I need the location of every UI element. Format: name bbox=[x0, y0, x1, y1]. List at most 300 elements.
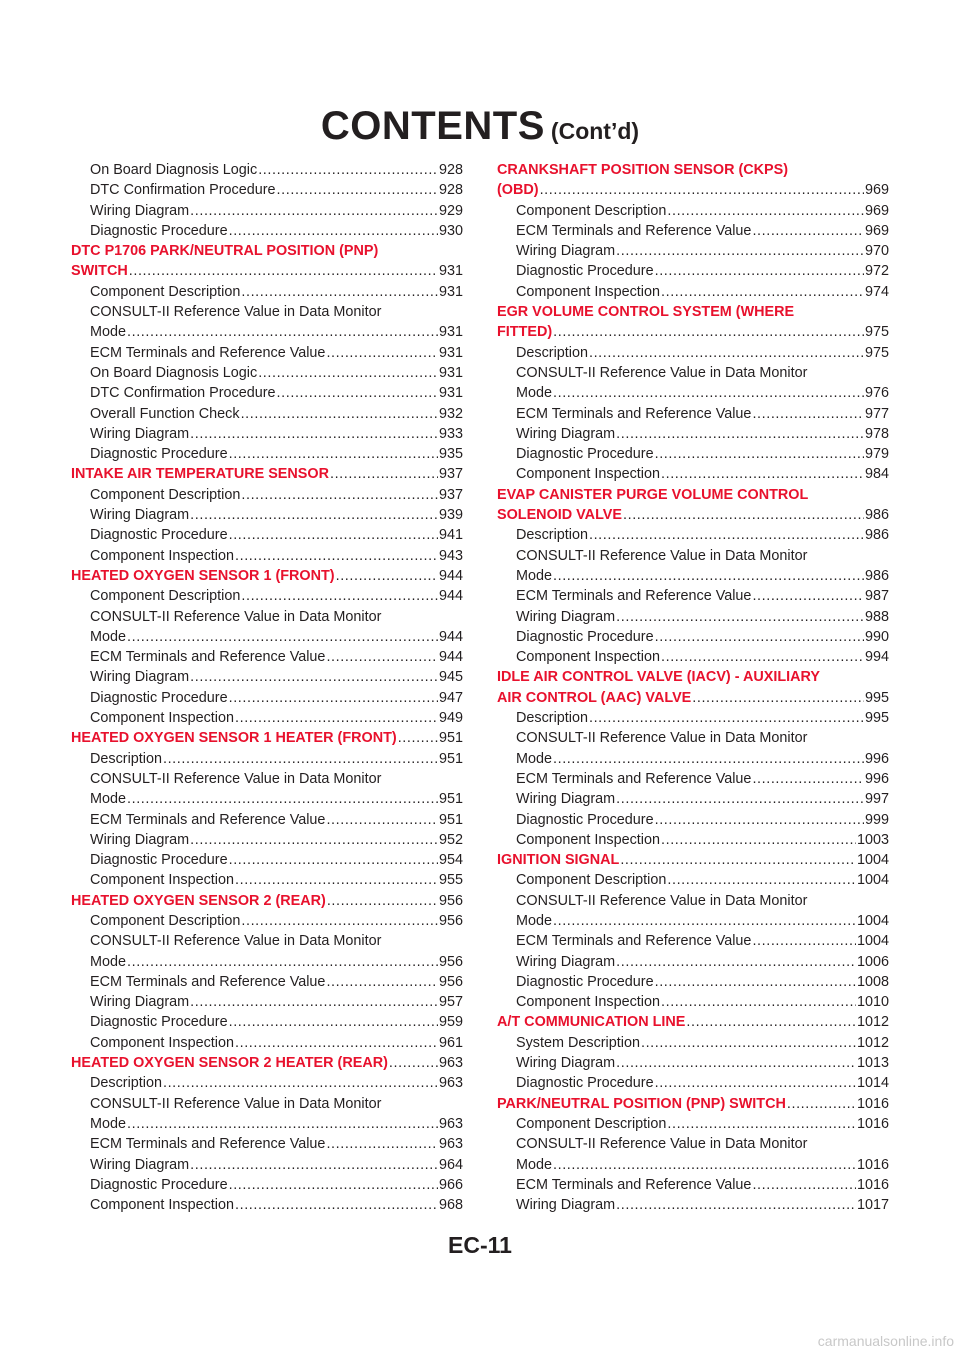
dot-leader bbox=[553, 322, 864, 342]
dot-leader bbox=[163, 1073, 438, 1093]
toc-entry-title: Description bbox=[90, 1075, 162, 1092]
toc-entry[interactable] bbox=[497, 343, 889, 363]
dot-leader bbox=[752, 404, 864, 424]
toc-section-entry[interactable] bbox=[71, 891, 463, 911]
toc-section-entry[interactable] bbox=[497, 1094, 889, 1114]
toc-entry[interactable] bbox=[497, 1114, 889, 1134]
toc-entry[interactable] bbox=[71, 769, 463, 789]
toc-entry[interactable] bbox=[497, 952, 889, 972]
dot-leader bbox=[655, 261, 864, 281]
dot-leader bbox=[326, 810, 438, 830]
dot-leader bbox=[589, 343, 864, 363]
toc-right-column bbox=[497, 160, 889, 1215]
toc-entry-title: Wiring Diagram bbox=[516, 791, 616, 808]
dot-leader bbox=[655, 972, 856, 992]
dot-leader bbox=[661, 992, 856, 1012]
toc-entry[interactable] bbox=[71, 952, 463, 972]
toc-entry-title: Component Description bbox=[516, 872, 667, 889]
toc-entry[interactable] bbox=[497, 1155, 889, 1175]
dot-leader bbox=[229, 850, 438, 870]
toc-entry[interactable] bbox=[71, 180, 463, 200]
toc-entry[interactable] bbox=[71, 404, 463, 424]
toc-page-number: 969 bbox=[864, 222, 889, 239]
toc-entry-title: Wiring Diagram bbox=[516, 425, 616, 442]
toc-page-number: 975 bbox=[864, 344, 889, 361]
dot-leader bbox=[127, 789, 438, 809]
dot-leader bbox=[616, 789, 864, 809]
toc-page-number: 945 bbox=[438, 669, 463, 686]
toc-entry[interactable] bbox=[497, 261, 889, 281]
toc-entry-title: CONSULT-II Reference Value in Data Monitor bbox=[90, 1095, 382, 1112]
toc-page-number: 959 bbox=[438, 1014, 463, 1031]
toc-entry-title: Diagnostic Procedure bbox=[90, 222, 228, 239]
toc-entry-title: Mode bbox=[90, 324, 126, 341]
toc-section-entry[interactable] bbox=[497, 160, 889, 180]
toc-entry-title: Diagnostic Procedure bbox=[516, 973, 654, 990]
toc-page-number: 977 bbox=[864, 405, 889, 422]
toc-page-number: 979 bbox=[864, 446, 889, 463]
dot-leader bbox=[661, 830, 856, 850]
toc-entry-title: Diagnostic Procedure bbox=[516, 811, 654, 828]
toc-entry[interactable] bbox=[71, 607, 463, 627]
toc-entry[interactable] bbox=[71, 1012, 463, 1032]
toc-entry-title: Description bbox=[516, 344, 588, 361]
toc-entry[interactable] bbox=[497, 728, 889, 748]
toc-page-number: 956 bbox=[438, 973, 463, 990]
toc-entry[interactable] bbox=[497, 1033, 889, 1053]
toc-entry-title: HEATED OXYGEN SENSOR 1 HEATER (FRONT) bbox=[71, 730, 397, 747]
toc-entry-title: CONSULT-II Reference Value in Data Monitor bbox=[90, 608, 382, 625]
toc-page-number: 932 bbox=[438, 405, 463, 422]
toc-entry[interactable] bbox=[497, 627, 889, 647]
toc-entry[interactable] bbox=[497, 424, 889, 444]
toc-entry[interactable] bbox=[71, 546, 463, 566]
toc-section-entry[interactable] bbox=[71, 1053, 463, 1073]
dot-leader bbox=[667, 201, 864, 221]
dot-leader bbox=[620, 850, 856, 870]
toc-entry-title: Wiring Diagram bbox=[516, 953, 616, 970]
toc-entry-title: CONSULT-II Reference Value in Data Monitor bbox=[516, 1136, 808, 1153]
toc-entry-title: AIR CONTROL (AAC) VALVE bbox=[497, 689, 692, 706]
toc-page-number: 1017 bbox=[856, 1197, 889, 1214]
toc-page-number: 1016 bbox=[856, 1095, 889, 1112]
toc-entry[interactable] bbox=[497, 810, 889, 830]
toc-entry[interactable] bbox=[71, 586, 463, 606]
dot-leader bbox=[336, 566, 438, 586]
dot-leader bbox=[616, 1195, 856, 1215]
toc-entry[interactable] bbox=[71, 1094, 463, 1114]
toc-page-number: 952 bbox=[438, 831, 463, 848]
toc-entry-title: Diagnostic Procedure bbox=[516, 1075, 654, 1092]
dot-leader bbox=[326, 1134, 438, 1154]
dot-leader bbox=[229, 688, 438, 708]
toc-entry[interactable] bbox=[71, 870, 463, 890]
toc-page-number: 1012 bbox=[856, 1034, 889, 1051]
toc-page-number: 951 bbox=[438, 730, 463, 747]
toc-entry[interactable] bbox=[71, 424, 463, 444]
toc-entry[interactable] bbox=[497, 566, 889, 586]
toc-page-number: 951 bbox=[438, 750, 463, 767]
toc-entry-title: DTC P1706 PARK/NEUTRAL POSITION (PNP) bbox=[71, 243, 379, 260]
toc-entry-title: Diagnostic Procedure bbox=[90, 689, 228, 706]
toc-section-entry[interactable] bbox=[497, 302, 889, 322]
toc-page-number: 994 bbox=[864, 649, 889, 666]
toc-entry[interactable] bbox=[71, 1175, 463, 1195]
dot-leader bbox=[129, 261, 438, 281]
dot-leader bbox=[190, 505, 438, 525]
toc-section-entry[interactable] bbox=[497, 180, 889, 200]
toc-entry-title: ECM Terminals and Reference Value bbox=[516, 770, 752, 787]
dot-leader bbox=[190, 1155, 438, 1175]
dot-leader bbox=[655, 627, 864, 647]
toc-section-entry[interactable] bbox=[497, 667, 889, 687]
toc-entry-title: Wiring Diagram bbox=[516, 1197, 616, 1214]
toc-entry[interactable] bbox=[71, 810, 463, 830]
toc-section-entry[interactable] bbox=[71, 464, 463, 484]
toc-entry-title: Component Inspection bbox=[516, 283, 660, 300]
toc-page-number: 928 bbox=[438, 182, 463, 199]
dot-leader bbox=[686, 1012, 856, 1032]
toc-page-number: 935 bbox=[438, 446, 463, 463]
toc-entry-title: ECM Terminals and Reference Value bbox=[516, 222, 752, 239]
toc-entry-title: Diagnostic Procedure bbox=[90, 1176, 228, 1193]
toc-page-number: 931 bbox=[438, 283, 463, 300]
dot-leader bbox=[277, 180, 438, 200]
toc-entry[interactable] bbox=[71, 627, 463, 647]
dot-leader bbox=[616, 241, 864, 261]
dot-leader bbox=[190, 201, 438, 221]
toc-entry[interactable] bbox=[71, 850, 463, 870]
dot-leader bbox=[692, 688, 864, 708]
dot-leader bbox=[190, 424, 438, 444]
page-number: EC-11 bbox=[448, 1232, 512, 1258]
toc-section-entry[interactable] bbox=[71, 241, 463, 261]
toc-entry[interactable] bbox=[497, 1134, 889, 1154]
toc-entry-title: Component Description bbox=[90, 486, 241, 503]
toc-entry-title: Wiring Diagram bbox=[90, 425, 190, 442]
toc-entry-title: Mode bbox=[516, 385, 552, 402]
toc-page-number: 931 bbox=[438, 344, 463, 361]
toc-page-number: 928 bbox=[438, 162, 463, 178]
toc-entry[interactable] bbox=[497, 830, 889, 850]
toc-page-number: 1016 bbox=[856, 1115, 889, 1132]
toc-entry[interactable] bbox=[71, 1114, 463, 1134]
toc-entry[interactable] bbox=[497, 647, 889, 667]
toc-page-number: 1014 bbox=[856, 1075, 889, 1092]
toc-entry[interactable] bbox=[497, 363, 889, 383]
toc-entry-title: EVAP CANISTER PURGE VOLUME CONTROL bbox=[497, 486, 809, 503]
toc-entry[interactable] bbox=[497, 708, 889, 728]
toc-entry-title: Component Inspection bbox=[90, 1034, 234, 1051]
dot-leader bbox=[258, 363, 438, 383]
dot-leader bbox=[655, 444, 864, 464]
toc-entry-title: Component Inspection bbox=[90, 710, 234, 727]
toc-entry-title: Wiring Diagram bbox=[90, 831, 190, 848]
toc-section-entry[interactable] bbox=[71, 728, 463, 748]
title-sub: (Cont’d) bbox=[550, 118, 640, 144]
toc-page-number: 966 bbox=[438, 1176, 463, 1193]
toc-entry[interactable] bbox=[497, 201, 889, 221]
toc-section-entry[interactable] bbox=[497, 850, 889, 870]
toc-entry[interactable] bbox=[497, 992, 889, 1012]
dot-leader bbox=[229, 525, 438, 545]
dot-leader bbox=[229, 1012, 438, 1032]
toc-entry-title: ECM Terminals and Reference Value bbox=[90, 973, 326, 990]
toc-page-number: 963 bbox=[438, 1115, 463, 1132]
toc-entry-title: Wiring Diagram bbox=[516, 608, 616, 625]
toc-entry[interactable] bbox=[497, 1053, 889, 1073]
dot-leader bbox=[235, 708, 438, 728]
toc-page-number: 931 bbox=[438, 263, 463, 280]
toc-section-entry[interactable] bbox=[71, 261, 463, 281]
toc-page-number: 1010 bbox=[856, 994, 889, 1011]
toc-entry-title: Component Inspection bbox=[90, 1197, 234, 1214]
toc-entry[interactable] bbox=[497, 891, 889, 911]
toc-entry-title: SWITCH bbox=[71, 263, 128, 280]
toc-entry[interactable] bbox=[71, 1134, 463, 1154]
toc-entry-title: Diagnostic Procedure bbox=[90, 527, 228, 544]
toc-entry[interactable] bbox=[497, 546, 889, 566]
toc-entry[interactable] bbox=[497, 749, 889, 769]
dot-leader bbox=[752, 931, 856, 951]
toc-entry-title: A/T COMMUNICATION LINE bbox=[497, 1014, 686, 1031]
toc-entry-title: ECM Terminals and Reference Value bbox=[90, 1136, 326, 1153]
toc-entry[interactable] bbox=[497, 931, 889, 951]
toc-entry-title: HEATED OXYGEN SENSOR 2 HEATER (REAR) bbox=[71, 1055, 388, 1072]
dot-leader bbox=[553, 383, 864, 403]
toc-entry[interactable] bbox=[71, 972, 463, 992]
dot-leader bbox=[241, 404, 438, 424]
toc-entry-title: Wiring Diagram bbox=[90, 507, 190, 524]
toc-page-number: 969 bbox=[864, 182, 889, 199]
dot-leader bbox=[389, 1053, 438, 1073]
toc-entry-title: DTC Confirmation Procedure bbox=[90, 385, 276, 402]
toc-page-number: 957 bbox=[438, 994, 463, 1011]
toc-entry[interactable] bbox=[71, 221, 463, 241]
toc-page-number: 963 bbox=[438, 1055, 463, 1072]
dot-leader bbox=[326, 972, 438, 992]
toc-entry-title: CONSULT-II Reference Value in Data Monitor bbox=[516, 547, 808, 564]
toc-entry[interactable] bbox=[71, 789, 463, 809]
dot-leader bbox=[258, 160, 438, 180]
toc-entry-title: Diagnostic Procedure bbox=[90, 852, 228, 869]
toc-entry[interactable] bbox=[497, 221, 889, 241]
toc-entry-title: ECM Terminals and Reference Value bbox=[516, 933, 752, 950]
toc-page-number: 954 bbox=[438, 852, 463, 869]
toc-entry-title: Diagnostic Procedure bbox=[516, 628, 654, 645]
toc-entry[interactable] bbox=[71, 1155, 463, 1175]
toc-entry-title: Description bbox=[90, 750, 162, 767]
toc-entry[interactable] bbox=[497, 972, 889, 992]
toc-entry[interactable] bbox=[497, 1195, 889, 1215]
toc-entry-title: CONSULT-II Reference Value in Data Monitor bbox=[90, 933, 382, 950]
toc-section-entry[interactable] bbox=[497, 505, 889, 525]
dot-leader bbox=[127, 952, 438, 972]
toc-entry[interactable] bbox=[497, 789, 889, 809]
toc-entry-title: On Board Diagnosis Logic bbox=[90, 364, 258, 381]
toc-entry-title: Component Inspection bbox=[516, 649, 660, 666]
toc-entry[interactable] bbox=[71, 343, 463, 363]
toc-section-entry[interactable] bbox=[71, 566, 463, 586]
toc-entry[interactable] bbox=[497, 525, 889, 545]
toc-entry[interactable] bbox=[71, 201, 463, 221]
toc-entry[interactable] bbox=[497, 241, 889, 261]
dot-leader bbox=[241, 586, 438, 606]
dot-leader bbox=[277, 383, 438, 403]
toc-entry[interactable] bbox=[71, 830, 463, 850]
toc-entry[interactable] bbox=[71, 525, 463, 545]
toc-entry[interactable] bbox=[497, 1073, 889, 1093]
dot-leader bbox=[235, 1033, 438, 1053]
toc-page-number: 995 bbox=[864, 710, 889, 727]
toc-entry-title: Component Description bbox=[90, 588, 241, 605]
dot-leader bbox=[553, 911, 856, 931]
toc-page-number: 1006 bbox=[856, 953, 889, 970]
toc-entry[interactable] bbox=[497, 404, 889, 424]
toc-entry[interactable] bbox=[71, 485, 463, 505]
toc-entry-title: Component Inspection bbox=[516, 831, 660, 848]
toc-entry[interactable] bbox=[497, 282, 889, 302]
dot-leader bbox=[655, 1073, 856, 1093]
toc-section-entry[interactable] bbox=[497, 688, 889, 708]
dot-leader bbox=[127, 322, 438, 342]
toc-entry[interactable] bbox=[71, 383, 463, 403]
toc-entry-title: CONSULT-II Reference Value in Data Monitor bbox=[516, 364, 808, 381]
toc-entry-title: CONSULT-II Reference Value in Data Monitor bbox=[516, 730, 808, 747]
dot-leader bbox=[229, 221, 438, 241]
toc-entry-title: HEATED OXYGEN SENSOR 1 (FRONT) bbox=[71, 567, 335, 584]
toc-page-number: 990 bbox=[864, 628, 889, 645]
toc-entry[interactable] bbox=[497, 444, 889, 464]
toc-page-number: 974 bbox=[864, 283, 889, 300]
toc-page-number: 1004 bbox=[856, 852, 889, 869]
dot-leader bbox=[190, 830, 438, 850]
toc-entry[interactable] bbox=[71, 688, 463, 708]
toc-entry[interactable] bbox=[497, 769, 889, 789]
toc-page-number: 951 bbox=[438, 811, 463, 828]
toc-page-number: 996 bbox=[864, 750, 889, 767]
toc-entry[interactable] bbox=[497, 383, 889, 403]
toc-page-number: 931 bbox=[438, 324, 463, 341]
toc-entry-title: ECM Terminals and Reference Value bbox=[516, 405, 752, 422]
dot-leader bbox=[398, 728, 438, 748]
toc-entry[interactable] bbox=[71, 444, 463, 464]
toc-entry[interactable] bbox=[497, 911, 889, 931]
toc-entry[interactable] bbox=[497, 464, 889, 484]
toc-entry[interactable] bbox=[71, 302, 463, 322]
toc-page-number: 986 bbox=[864, 527, 889, 544]
toc-page-number: 1008 bbox=[856, 973, 889, 990]
dot-leader bbox=[190, 992, 438, 1012]
toc-entry-title: Diagnostic Procedure bbox=[516, 263, 654, 280]
toc-entry-title: Mode bbox=[90, 953, 126, 970]
toc-entry-title: Component Inspection bbox=[516, 466, 660, 483]
toc-entry[interactable] bbox=[71, 911, 463, 931]
toc-page-number: 963 bbox=[438, 1075, 463, 1092]
toc-page-number: 968 bbox=[438, 1197, 463, 1214]
toc-entry[interactable] bbox=[71, 505, 463, 525]
dot-leader bbox=[235, 546, 438, 566]
toc-entry[interactable] bbox=[71, 322, 463, 342]
toc-page-number: 939 bbox=[438, 507, 463, 524]
toc-page-number: 956 bbox=[438, 892, 463, 909]
toc-page-number: 1012 bbox=[856, 1014, 889, 1031]
toc-page-number: 987 bbox=[864, 588, 889, 605]
toc-entry[interactable] bbox=[71, 1195, 463, 1215]
dot-leader bbox=[241, 911, 438, 931]
dot-leader bbox=[540, 180, 864, 200]
toc-entry[interactable] bbox=[497, 607, 889, 627]
toc-section-entry[interactable] bbox=[497, 322, 889, 342]
toc-page-number: 951 bbox=[438, 791, 463, 808]
toc-page-number: 956 bbox=[438, 953, 463, 970]
toc-entry[interactable] bbox=[497, 586, 889, 606]
dot-leader bbox=[752, 1175, 856, 1195]
toc-entry[interactable] bbox=[71, 282, 463, 302]
toc-page-number: 1016 bbox=[856, 1156, 889, 1173]
toc-page-number: 970 bbox=[864, 243, 889, 260]
toc-entry[interactable] bbox=[497, 1175, 889, 1195]
toc-page-number: 964 bbox=[438, 1156, 463, 1173]
toc-entry[interactable] bbox=[71, 931, 463, 951]
toc-entry[interactable] bbox=[71, 708, 463, 728]
dot-leader bbox=[752, 221, 864, 241]
toc-page-number: 930 bbox=[438, 222, 463, 239]
dot-leader bbox=[655, 810, 864, 830]
toc-entry[interactable] bbox=[71, 1033, 463, 1053]
toc-entry-title: FITTED) bbox=[497, 324, 553, 341]
toc-entry-title: Wiring Diagram bbox=[90, 202, 190, 219]
toc-entry-title: ECM Terminals and Reference Value bbox=[90, 649, 326, 666]
toc-entry-title: CONSULT-II Reference Value in Data Monitor bbox=[516, 892, 808, 909]
toc-page-number: 956 bbox=[438, 912, 463, 929]
toc-page-number: 972 bbox=[864, 263, 889, 280]
toc-page-number: 929 bbox=[438, 202, 463, 219]
dot-leader bbox=[229, 444, 438, 464]
toc-page-number: 944 bbox=[438, 588, 463, 605]
toc-entry[interactable] bbox=[71, 749, 463, 769]
toc-entry[interactable] bbox=[71, 992, 463, 1012]
toc-page-number: 937 bbox=[438, 466, 463, 483]
toc-entry[interactable] bbox=[71, 647, 463, 667]
toc-entry-title: Wiring Diagram bbox=[90, 994, 190, 1011]
toc-entry-title: CONSULT-II Reference Value in Data Monitor bbox=[90, 304, 382, 321]
toc-entry-title: Wiring Diagram bbox=[516, 1055, 616, 1072]
toc-entry[interactable] bbox=[497, 870, 889, 890]
toc-entry-title: (OBD) bbox=[497, 182, 539, 199]
dot-leader bbox=[616, 952, 856, 972]
toc-page-number: 941 bbox=[438, 527, 463, 544]
toc-page-number: 969 bbox=[864, 202, 889, 219]
toc-entry-title: Component Inspection bbox=[90, 872, 234, 889]
toc-entry-title: CRANKSHAFT POSITION SENSOR (CKPS) bbox=[497, 162, 789, 178]
toc-page-number: 978 bbox=[864, 425, 889, 442]
toc-section-entry[interactable] bbox=[497, 485, 889, 505]
toc-entry[interactable] bbox=[71, 667, 463, 687]
toc-entry[interactable] bbox=[71, 160, 463, 180]
toc-entry[interactable] bbox=[71, 1073, 463, 1093]
dot-leader bbox=[241, 485, 438, 505]
toc-page-number: 1004 bbox=[856, 912, 889, 929]
dot-leader bbox=[327, 891, 438, 911]
toc-entry[interactable] bbox=[71, 363, 463, 383]
toc-entry-title: SOLENOID VALVE bbox=[497, 507, 622, 524]
dot-leader bbox=[589, 708, 864, 728]
toc-section-entry[interactable] bbox=[497, 1012, 889, 1032]
toc-page-number: 955 bbox=[438, 872, 463, 889]
toc-entry-title: Component Description bbox=[90, 912, 241, 929]
toc-page-number: 944 bbox=[438, 628, 463, 645]
